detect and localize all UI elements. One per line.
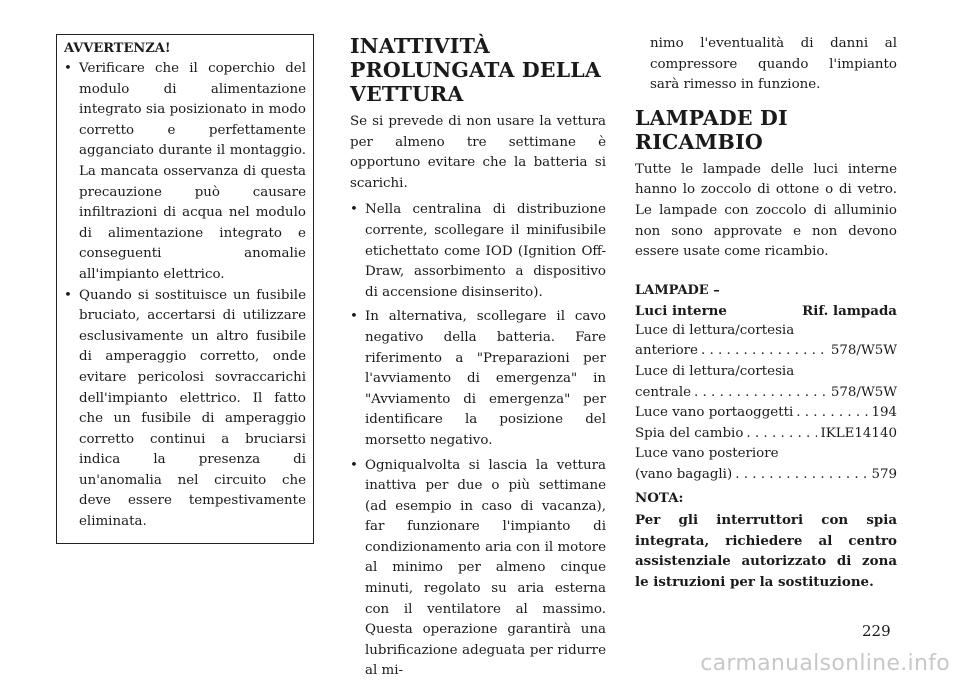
bulbs-heading: LAMPADE DI RICAMBIO <box>635 105 788 154</box>
warning-item-1: • Verificare che il coperchio del modulo di alimentazione integrato sia posizionato in modo corretto e perfettamente agganciato durante il montaggio. La mancata osservanza di questa precauzione può causare infiltrazioni di acqua nel modulo di alimentazione integrato e conseguenti anomalie all'impianto elettrico. <box>64 59 306 286</box>
storage-item-1: • Nella centralina di distribuzione corrente, scollegare il minifusibile etichettato come IOD (Ignition Off-Draw, assorbimento a dispositivo di accensione disinserito). <box>350 200 606 303</box>
bulb-label: anteriore <box>635 343 698 359</box>
bulb-row-pre: Luce di lettura/cortesia <box>635 322 795 338</box>
left-column <box>56 34 314 544</box>
bulb-row-pre: Luce di lettura/cortesia <box>635 363 795 379</box>
note-title: NOTA: <box>635 489 684 506</box>
page-number: 229 <box>862 622 891 640</box>
storage-list <box>350 200 606 682</box>
storage-continuation: nimo l'eventualità di danni al compressore quando l'impianto sarà rimesso in funzione. <box>650 36 897 93</box>
note-text: Per gli interruttori con spia integrata, richiedere al centro assistenziale autorizzato di zona le istruzioni per la sostituzione. <box>635 512 897 590</box>
bulb-table-title: LAMPADE – <box>635 282 720 298</box>
bulb-table <box>635 321 897 486</box>
middle-column <box>350 34 606 686</box>
bulb-row <box>635 424 897 445</box>
warning-title: AVVERTENZA! <box>64 41 171 56</box>
watermark: carmanualsonline.info <box>700 651 950 676</box>
warning-item-2: • Quando si sostituisce un fusibile bruciato, accertarsi di utilizzare esclusivamente un altro fusibile di amperaggio corretto, onde evitare pericolosi sovraccarichi dell'impianto elettrico. Il fatto che un fusibile di amperaggio corretto continui a bruciarsi indica la presenza di un'anomalia nel circuito che deve essere tempestivamente eliminata. <box>64 286 306 533</box>
bulb-value: 578/W5W <box>830 343 897 359</box>
bulb-label: Spia del cambio <box>635 425 744 441</box>
bulbs-intro: Tutte le lampade delle luci interne hanno lo zoccolo di ottone o di vetro. Le lampade con zoccolo di alluminio non sono approvate e non devono essere usate come ricambio. <box>635 161 897 260</box>
bulb-row-pre: Luce vano posteriore <box>635 446 779 462</box>
warning-box <box>56 34 314 544</box>
bulb-value: 579 <box>871 466 897 482</box>
bulb-label: (vano bagagli) <box>635 466 733 482</box>
bulb-col-left: Luci interne <box>635 302 727 319</box>
bulb-value: 194 <box>871 405 897 421</box>
warning-list <box>64 59 306 533</box>
storage-heading: INATTIVITÀ PROLUNGATA DELLA VETTURA <box>350 34 602 106</box>
bulb-row <box>635 341 897 362</box>
storage-item-2: • In alternativa, scollegare il cavo negativo della batteria. Fare riferimento a "Preparazioni per l'avviamento di emergenza" in "Avviamento di emergenza" per identificare la posizione del morsetto negativo. <box>350 307 606 451</box>
storage-intro: Se si prevede di non usare la vettura per almeno tre settimane è opportuno evitare che la batteria si scarichi. <box>350 114 606 191</box>
right-column <box>635 34 897 592</box>
bulb-value: 578/W5W <box>830 384 897 400</box>
bulb-value: IKLE14140 <box>820 425 897 441</box>
bulb-label: centrale <box>635 384 692 400</box>
bulb-row <box>635 383 897 404</box>
storage-item-3: • Ogniqualvolta si lascia la vettura inattiva per due o più settimane (ad esempio in caso di vacanza), far funzionare l'impianto di condizionamento aria con il motore al minimo per almeno cinque minuti, regolato su aria esterna con il ventilatore al massimo. Questa operazione garantirà una lubrificazione adeguata per ridurre al mi- <box>350 456 606 683</box>
bulb-row <box>635 465 897 486</box>
bulb-table-header <box>635 301 897 321</box>
bulb-row <box>635 403 897 424</box>
bulb-col-right: Rif. lampada <box>802 302 897 319</box>
bulb-label: Luce vano portaoggetti <box>635 405 794 421</box>
